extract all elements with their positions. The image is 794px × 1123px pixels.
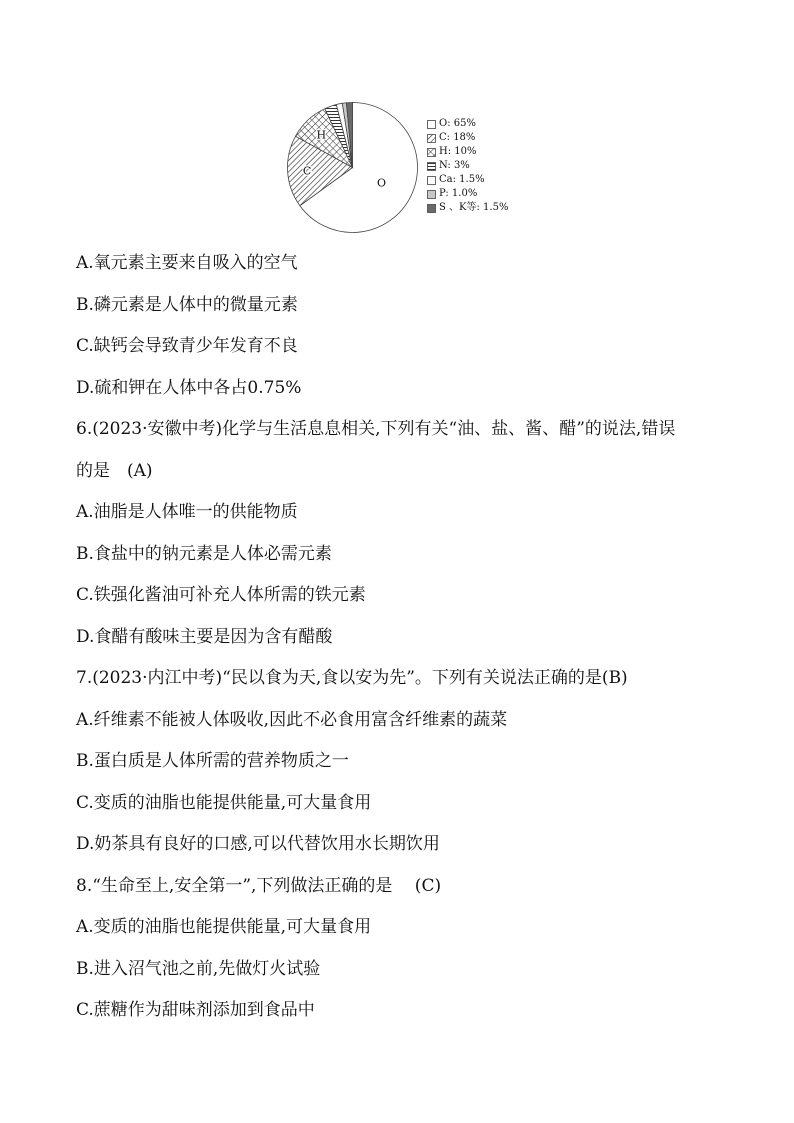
legend-entry — [427, 117, 508, 131]
text-line: B.磷元素是人体中的微量元素 — [76, 294, 298, 315]
legend-entry — [427, 173, 508, 187]
text-line: D.奶茶具有良好的口感,可以代替饮用水长期饮用 — [76, 834, 440, 854]
legend-label: O: 65% — [439, 118, 476, 129]
legend-entry — [427, 159, 508, 173]
pie-svg — [280, 95, 425, 240]
text-line: 8.“生命至上,安全第一”,下列做法正确的是 (C) — [76, 875, 442, 896]
text-line: A.变质的油脂也能提供能量,可大量食用 — [76, 917, 372, 937]
text-line: B.进入沼气池之前,先做灯火试验 — [76, 958, 321, 979]
legend-label: P: 1.0% — [439, 188, 478, 199]
legend-swatch — [427, 134, 436, 143]
text-line: C.铁强化酱油可补充人体所需的铁元素 — [76, 585, 366, 605]
question-text — [76, 248, 726, 1037]
text-line: B.食盐中的钠元素是人体必需元素 — [76, 543, 332, 564]
text-line: C.缺钙会导致青少年发育不良 — [76, 336, 298, 356]
legend-entry — [427, 131, 508, 145]
pie-label-O: O — [376, 176, 386, 190]
chart-legend — [427, 117, 508, 215]
legend-label: C: 18% — [439, 132, 476, 143]
text-line: A.油脂是人体唯一的供能物质 — [76, 502, 298, 522]
pie-chart — [280, 95, 540, 240]
legend-label: S 、K等: 1.5% — [439, 202, 509, 213]
text-line: A.纤维素不能被人体吸收,因此不必食用富含纤维素的蔬菜 — [76, 709, 508, 730]
text-line: 的是 (A) — [76, 460, 153, 481]
legend-swatch — [427, 162, 436, 171]
legend-label: N: 3% — [439, 160, 470, 171]
pie-label-C: C — [302, 164, 312, 178]
text-line: A.氧元素主要来自吸入的空气 — [76, 253, 298, 273]
text-line: B.蛋白质是人体所需的营养物质之一 — [76, 751, 349, 771]
legend-label: Ca: 1.5% — [439, 174, 485, 185]
legend-swatch — [427, 120, 436, 129]
pie-label-H: H — [316, 128, 327, 142]
legend-swatch — [427, 204, 436, 213]
legend-swatch — [427, 148, 436, 157]
text-line: 7.(2023·内江中考)“民以食为天,食以安为先”。下列有关说法正确的是(B) — [76, 668, 628, 688]
text-line: D.硫和钾在人体中各占0.75% — [76, 377, 302, 398]
legend-entry — [427, 201, 508, 215]
legend-entry — [427, 187, 508, 201]
legend-entry — [427, 145, 508, 159]
legend-label: H: 10% — [439, 146, 477, 157]
text-line: C.蔗糖作为甜味剂添加到食品中 — [76, 1000, 315, 1020]
text-line: 6.(2023·安徽中考)化学与生活息息相关,下列有关“油、盐、酱、醋”的说法,错误 — [76, 419, 676, 439]
text-line: C.变质的油脂也能提供能量,可大量食用 — [76, 792, 372, 813]
legend-swatch — [427, 190, 436, 199]
legend-swatch — [427, 176, 436, 185]
text-line: D.食醋有酸味主要是因为含有醋酸 — [76, 626, 333, 647]
